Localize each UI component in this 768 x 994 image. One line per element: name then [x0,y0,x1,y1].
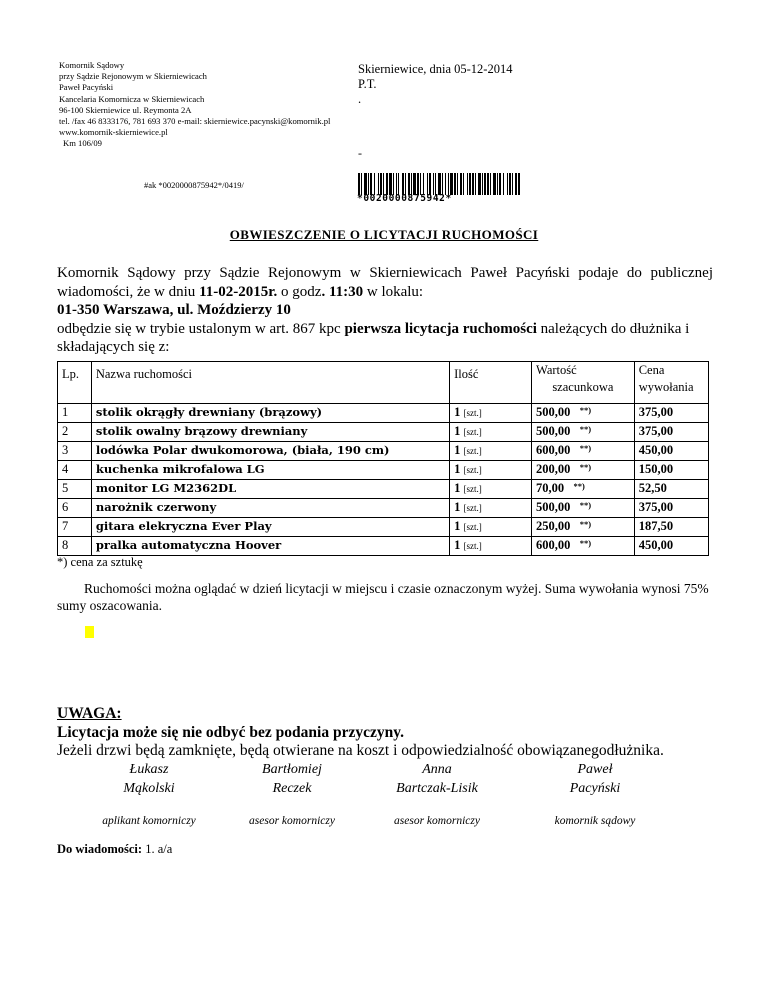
intro-dot: . [321,283,326,300]
signature-block [530,760,660,831]
row-value-mark: **) [579,500,592,510]
bailiff-letterhead [59,60,330,150]
header-price-line: Cena [638,363,665,377]
barcode-bar [460,173,462,195]
row-value [532,537,635,556]
letterhead-line: Komornik Sądowy [59,60,125,70]
reference-number: #ak *0020000875942*/0419/ [144,180,244,190]
row-qty-value: 1 [454,519,461,533]
auction-street: ul. Moździerzy 10 [177,302,291,319]
row-value-amount: 500,00 [536,500,571,514]
row-lp: 8 [58,537,92,556]
auction-address [57,301,713,320]
barcode-bar [478,173,481,195]
warning-heading: UWAGA: [57,705,122,722]
row-value-mark: **) [573,481,585,491]
row-price: 52,50 [634,480,708,499]
letterhead-line: tel. /fax 46 8333176, 781 693 370 e-mail: skierniewice.pacynski@komornik.pl [59,116,331,127]
barcode-bar [378,173,379,195]
barcode-bar [454,173,456,195]
barcode-bar [438,173,441,195]
row-qty-value: 1 [454,538,461,552]
signature-last-name: Bartczak-Lisik [396,781,478,796]
row-qty [450,423,532,442]
row-qty-value: 1 [454,405,461,419]
recipients-value: 1. a/a [142,842,173,856]
signature-first-name: Bartłomiej [262,762,322,777]
barcode-bar [448,173,449,195]
barcode-bar [512,173,513,195]
recipients-label: Do wiadomości: [57,842,143,856]
header-name: Nazwa ruchomości [91,362,449,404]
barcode-bar [463,173,464,195]
signature-role: aplikant komorniczy [102,815,196,827]
barcode-bar [389,173,392,195]
row-price: 375,00 [634,423,708,442]
intro-paragraph [57,264,713,357]
row-value-mark: **) [579,519,592,529]
first-auction-label: pierwsza licytacja ruchomości [344,320,537,337]
addressee-dot: . [358,92,362,106]
barcode-bar [497,173,498,195]
signature-role: asesor komorniczy [249,815,335,827]
barcode-bar [396,173,397,195]
row-qty [450,499,532,518]
barcode-bar [361,173,362,195]
place-date-block [358,62,512,107]
row-value-mark: **) [579,443,592,453]
row-value-amount: 500,00 [536,405,571,419]
row-name: pralka automatyczna Hoover [91,537,449,556]
barcode-text: *0020000875942* [357,193,452,204]
row-unit: [szt.] [463,446,482,456]
row-qty [450,442,532,461]
header-qty: Ilość [450,362,532,404]
row-lp: 5 [58,480,92,499]
barcode-bar [398,173,399,195]
row-qty [450,404,532,423]
signature-first-name: Paweł [577,762,613,777]
signature-first-name: Łukasz [129,762,169,777]
row-value-mark: **) [579,538,592,548]
barcode-bar [368,173,369,195]
signature-role: komornik sądowy [554,815,636,827]
barcode-bar [374,173,375,195]
barcode-bar [435,173,436,195]
row-value [532,404,635,423]
barcode-bar [507,173,508,195]
header-price-line: wywołania [638,380,694,394]
row-price: 375,00 [634,404,708,423]
table-row [58,480,709,499]
barcode-bar [429,173,431,195]
row-name: stolik owalny brązowy drewniany [91,423,449,442]
barcode-bar [518,173,520,195]
auction-time: 11:30 [325,283,364,300]
header-price [634,362,708,404]
warning-block [57,705,664,761]
barcode-bar [420,173,421,195]
row-lp: 2 [58,423,92,442]
letterhead-line: www.komornik-skierniewice.pl [59,127,168,138]
signature-last-name: Mąkolski [123,781,175,796]
intro-text: o godz [277,283,322,300]
warning-bold-line: Licytacja może się nie odbyć bez podania przyczyny. [57,723,404,741]
row-unit: [szt.] [463,522,482,532]
address-comma: , [169,302,178,319]
auction-city: 01-350 Warszawa [57,302,170,319]
price-note: *) cena za sztukę [57,555,143,569]
row-qty-value: 1 [454,500,461,514]
barcode-bar [386,173,388,195]
barcode-bar [457,173,458,195]
row-name: gitara elekryczna Ever Play [91,518,449,537]
row-name: lodówka Polar dwukomorowa, (biała, 190 cm) [91,442,449,461]
row-value-amount: 70,00 [536,481,565,495]
row-qty-value: 1 [454,481,461,495]
row-value-amount: 600,00 [536,443,571,457]
barcode-bar [469,173,471,195]
row-price: 450,00 [634,442,708,461]
row-value-amount: 500,00 [536,424,571,438]
barcode-bar [503,173,504,195]
row-value [532,461,635,480]
row-price: 150,00 [634,461,708,480]
barcode-bar [417,173,419,195]
barcode-bars [357,173,521,195]
row-lp: 6 [58,499,92,518]
row-value [532,518,635,537]
place-date: Skierniewice, dnia 05-12-2014 [358,62,513,76]
viewing-info-text: Ruchomości można oglądać w dzień licytacji w miejscu i czasie oznaczonym wyżej. Suma wywołania wynosi 75% sumy oszacowania. [57,581,709,613]
barcode-bar [358,173,360,195]
barcode-bar [364,173,367,195]
warning-line: Jeżeli drzwi będą zamknięte, będą otwierane na koszt i odpowiedzialność obowiązanegodłużnika. [57,742,664,759]
header-value [532,362,635,404]
row-price: 375,00 [634,499,708,518]
document-title: OBWIESZCZENIE O LICYTACJI RUCHOMOŚCI [229,227,539,242]
row-qty [450,480,532,499]
row-name: narożnik czerwony [91,499,449,518]
barcode-bar [515,173,517,195]
addressee: P.T. [358,77,377,91]
row-qty [450,461,532,480]
row-value-amount: 250,00 [536,519,571,533]
auction-date: 11-02-2015r. [199,283,278,300]
signature-block [227,760,357,831]
row-unit: [szt.] [463,541,482,551]
barcode-bar [423,173,424,195]
row-price: 450,00 [634,537,708,556]
table-row [58,537,709,556]
row-name: kuchenka mikrofalowa LG [91,461,449,480]
row-price: 187,50 [634,518,708,537]
signature-last-name: Reczek [272,781,312,796]
intro-text: odbędzie się w trybie ustalonym w art. 867 kpc [57,320,345,337]
barcode-bar [411,173,412,195]
table-header-row [58,362,709,404]
row-unit: [szt.] [463,427,482,437]
row-value-mark: **) [579,405,592,415]
letterhead-line: przy Sądzie Rejonowym w Skierniewicach [59,71,207,82]
dash-mark: - [358,146,362,160]
header-value-line: szacunkowa [552,380,614,394]
signature-block [372,760,502,831]
barcode [357,173,521,206]
letterhead-line: 96-100 Skierniewice ul. Reymonta 2A [59,104,192,115]
barcode-bar [402,173,404,195]
barcode-bar [442,173,443,195]
table-row [58,518,709,537]
signature-role: asesor komorniczy [394,815,480,827]
barcode-bar [484,173,486,195]
row-unit: [szt.] [463,408,482,418]
highlight-mark [85,626,94,638]
row-value [532,499,635,518]
row-lp: 7 [58,518,92,537]
case-number: Km 106/09 [63,138,102,149]
table-row [58,499,709,518]
row-value-mark: **) [579,424,592,434]
barcode-bar [427,173,428,195]
signature-block [84,760,214,831]
row-qty [450,518,532,537]
row-qty [450,537,532,556]
row-value-amount: 600,00 [536,538,571,552]
row-unit: [szt.] [463,503,482,513]
signature-last-name: Pacyński [569,781,621,796]
row-name: stolik okrągły drewniany (brązowy) [91,404,449,423]
barcode-bar [413,173,416,195]
letterhead-line: Kancelaria Komornicza w Skierniewicach [59,93,205,104]
table-row [58,461,709,480]
barcode-bar [380,173,382,195]
row-qty-value: 1 [454,462,461,476]
intro-text: w lokalu: [363,283,424,300]
intro-line [57,320,713,357]
row-value [532,423,635,442]
row-value [532,442,635,461]
intro-line [57,264,713,301]
row-qty-value: 1 [454,443,461,457]
barcode-bar [450,173,453,195]
barcode-bar [393,173,394,195]
row-qty-value: 1 [454,424,461,438]
row-lp: 3 [58,442,92,461]
barcode-bar [475,173,476,195]
row-unit: [szt.] [463,465,482,475]
barcode-bar [433,173,434,195]
row-value-mark: **) [579,462,592,472]
row-lp: 4 [58,461,92,480]
barcode-bar [499,173,501,195]
barcode-bar [383,173,384,195]
barcode-bar [482,173,483,195]
items-table [57,361,709,556]
header-value-line: Wartość [536,363,577,377]
barcode-bar [405,173,406,195]
table-row [58,404,709,423]
row-value [532,480,635,499]
viewing-info [57,580,715,614]
table-row [58,442,709,461]
barcode-bar [467,173,468,195]
recipients [57,842,172,857]
table-row [58,423,709,442]
barcode-bar [509,173,511,195]
barcode-bar [472,173,474,195]
header-lp: Lp. [58,362,92,404]
signature-first-name: Anna [422,762,452,777]
row-unit: [szt.] [463,484,482,494]
barcode-bar [490,173,491,195]
barcode-bar [493,173,496,195]
barcode-bar [370,173,372,195]
barcode-bar [445,173,446,195]
intro-text: należących do dłużnika i składających się z: [57,320,690,356]
row-lp: 1 [58,404,92,423]
intro-text: Komornik Sądowy przy Sądzie Rejonowym w Skierniewicach Paweł Pacyński podaje do publicznej wiadomości, że w dniu [57,265,713,300]
row-name: monitor LG M2362DL [91,480,449,499]
barcode-bar [408,173,410,195]
letterhead-line: Paweł Pacyński [59,82,114,93]
row-value-amount: 200,00 [536,462,571,476]
barcode-bar [487,173,489,195]
